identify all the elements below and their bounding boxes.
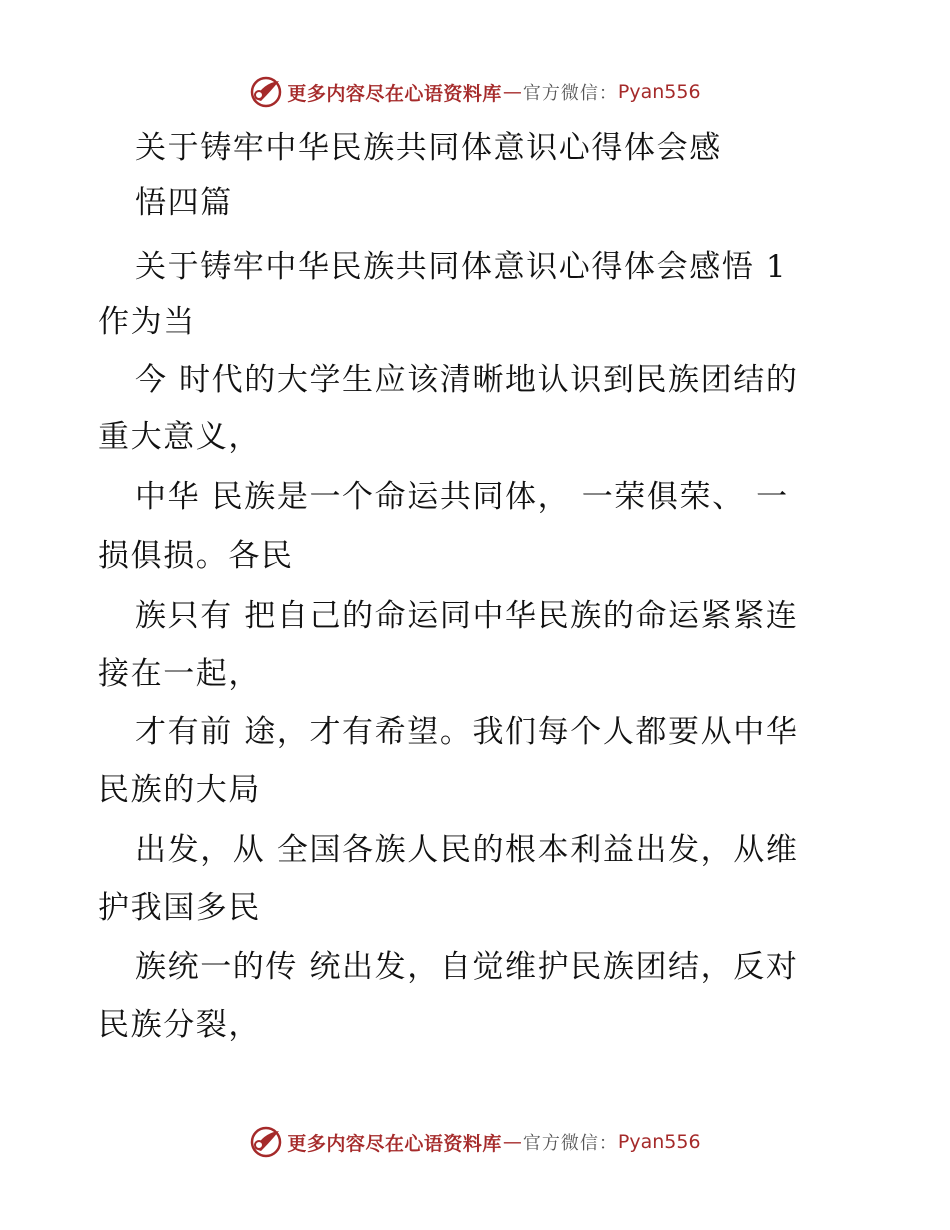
text-line: 损俱损。各民 xyxy=(98,538,294,574)
banner-brand-text: 更多内容尽在心语资料库 xyxy=(287,82,502,105)
footer-banner xyxy=(0,1122,950,1162)
text-line: 出发，从 全国各族人民的根本利益出发，从维 xyxy=(135,832,799,868)
pen-logo-icon xyxy=(249,1125,283,1159)
banner-brand-text: 更多内容尽在心语资料库 xyxy=(287,1132,502,1155)
text-line: 悟四篇 xyxy=(135,185,233,221)
text-line: 民族的大局 xyxy=(98,772,261,808)
text-line: 中华 民族是一个命运共同体， 一荣俱荣、 一 xyxy=(135,479,789,515)
banner-account: Pyan556 xyxy=(617,1131,701,1153)
banner-dash: — xyxy=(502,81,522,103)
text-line: 接在一起， xyxy=(98,656,261,692)
text-line: 重大意义， xyxy=(98,419,261,455)
text-line: 关于铸牢中华民族共同体意识心得体会感悟 1 xyxy=(135,249,788,285)
text-line: 关于铸牢中华民族共同体意识心得体会感 xyxy=(135,130,722,166)
text-line: 民族分裂， xyxy=(98,1007,261,1043)
banner-dash: — xyxy=(502,1131,522,1153)
header-banner xyxy=(0,72,950,112)
banner-label: 官方微信： xyxy=(522,83,618,104)
text-line: 族统一的传 统出发，自觉维护民族团结，反对 xyxy=(135,949,799,985)
pen-logo-icon xyxy=(249,75,283,109)
text-line: 护我国多民 xyxy=(98,890,261,926)
text-line: 作为当 xyxy=(98,304,196,340)
banner-label: 官方微信： xyxy=(522,1133,618,1154)
banner-account: Pyan556 xyxy=(617,81,701,103)
text-line: 族只有 把自己的命运同中华民族的命运紧紧连 xyxy=(135,598,799,634)
text-line: 才有前 途，才有希望。我们每个人都要从中华 xyxy=(135,714,799,750)
text-line: 今 时代的大学生应该清晰地认识到民族团结的 xyxy=(135,362,799,398)
